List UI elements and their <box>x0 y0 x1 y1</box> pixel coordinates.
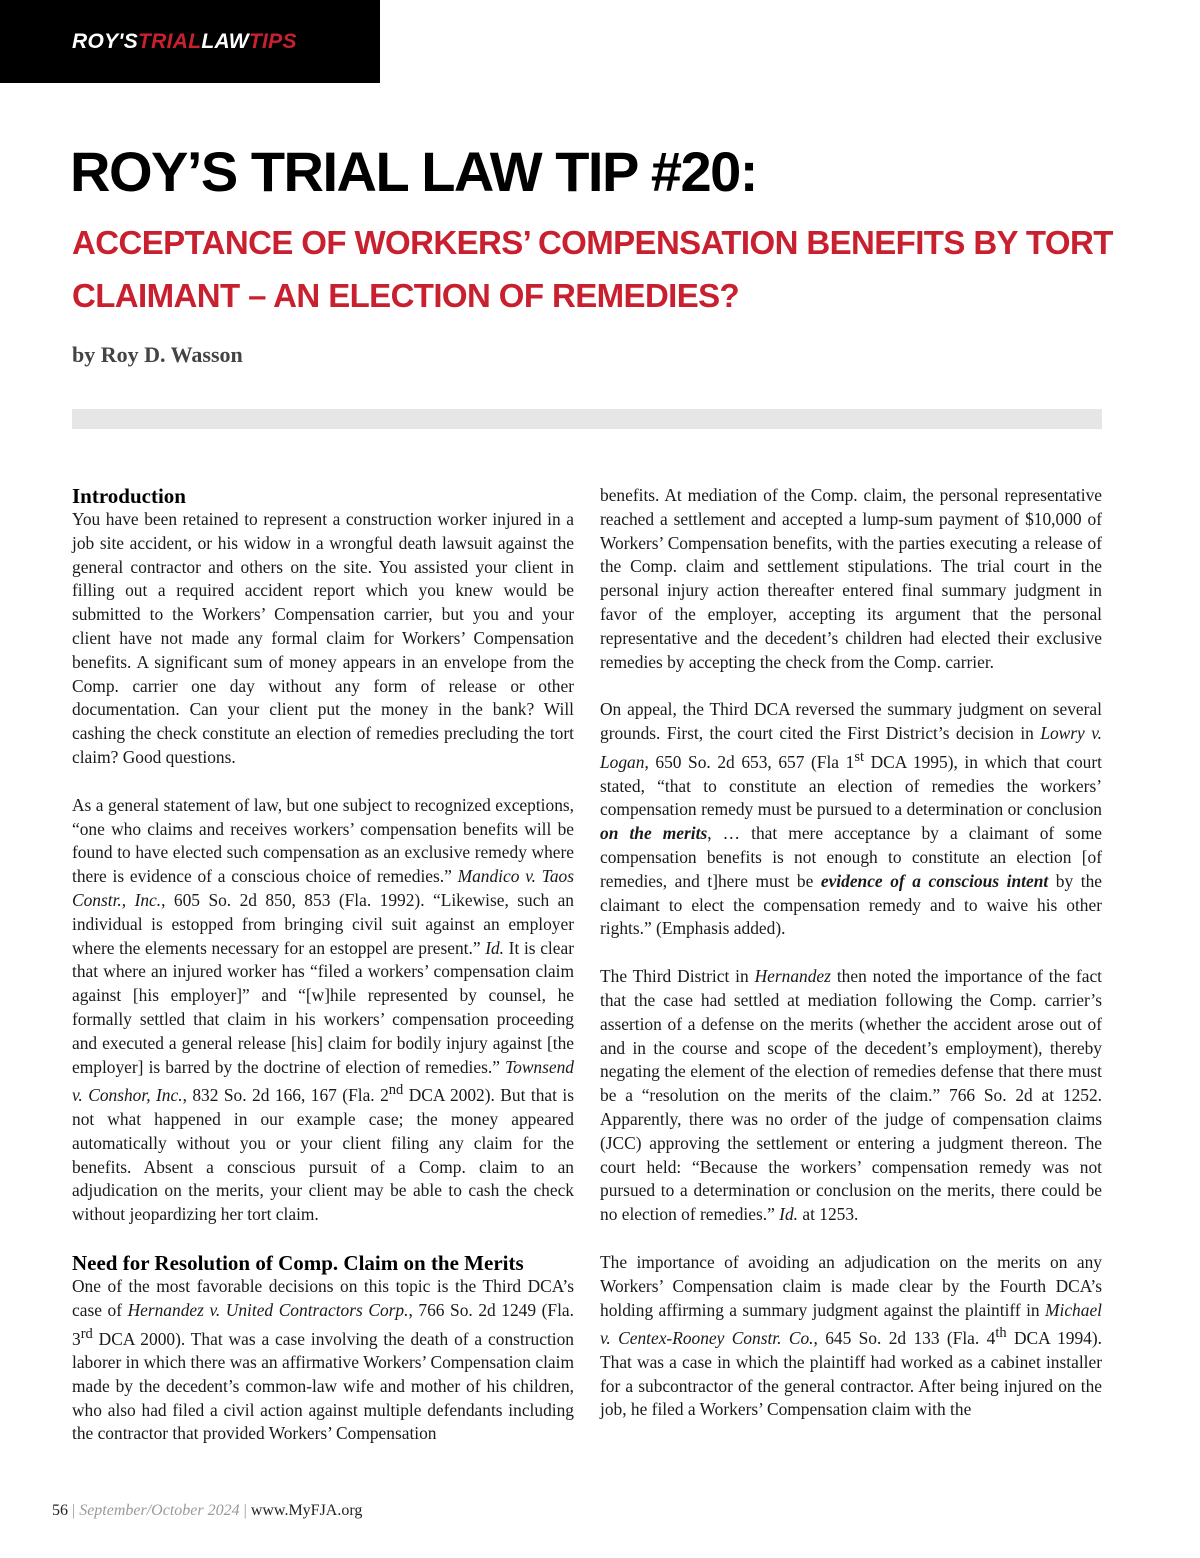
paragraph: You have been retained to represent a construction worker injured in a job site accident, or his widow in a wrongful death lawsuit against the general contractor and others on the site. You assisted your client in filling out a required accident report which you knew would be submitted to the Workers’ Compensation carrier, but you and your client have not made any formal claim for Workers’ Compensation benefits. A significant sum of money appears in an envelope from the Comp. carrier one day without any form of release or other documentation. Can your client put the money in the bank? Will cashing the check constitute an election of remedies precluding the tort claim? Good questions. <box>72 509 574 767</box>
author-byline: by Roy D. Wasson <box>72 342 243 367</box>
page-number: 56 <box>52 1502 68 1519</box>
issue-date: September/October 2024 <box>79 1502 240 1519</box>
case-citation: Hernandez <box>754 966 831 987</box>
paragraph: benefits. At mediation of the Comp. claim, the personal representative reached a settlement and accepted a lump-sum payment of $10,000 of Workers’ Compensation benefits, with the parties executing a release of the Comp. claim and settlement stipulations. The trial court in the personal injury action thereafter entered final summary judgment in favor of the employer, accepting its argument that the personal representative and the decedent’s children had elected their exclusive remedies by accepting the check from the Comp. carrier. <box>600 485 1102 672</box>
case-citation: Lowry v. Logan <box>600 723 1102 772</box>
case-citation: Townsend v. Conshor, Inc. <box>72 1056 574 1106</box>
paragraph: One of the most favorable decisions on this topic is the Third DCA’s case of Hernandez v. United Contractors Corp., 766 So. 2d 1249 (Fla. 3rd DCA 2000). That was a case involving the death of a construction laborer in which there was an affirmative Workers’ Compensation claim made by the decedent’s common-law wife and mother of his children, who also had filed a civil action against multiple defendants including the contractor that provided Workers’ Compensation <box>72 1275 575 1444</box>
page-footer: 56 | September/October 2024 | www.MyFJA.org <box>52 1502 363 1519</box>
emphasis: evidence of a conscious intent <box>820 870 1049 891</box>
paragraph: As a general statement of law, but one subject to recognized exceptions, “one who claims and receives workers’ compensation benefits will be found to have elected such compensation as an exclusive remedy where there is evidence of a conscious choice of remedies.” Mandico v. Taos Constr., Inc., 605 So. 2d 850, 853 (Fla. 1992). “Likewise, such an individual is estopped from bringing civil suit against an employer where the elements necessary for an estoppel are present.” Id. It is clear that where an injured worker has “filed a workers’ compensation claim against [his employer]” and “[w]hile represented by counsel, he formally settled that claim in his workers’ compensation proceeding and executed a general release [his] claim for bodily injury against [the employer] is barred by the doctrine of election of remedies.” Townsend v. Conshor, Inc., 832 So. 2d 166, 167 (Fla. 2nd DCA 2002). But that is not what happened in our example case; the money appeared automatically without you or your client filing any claim for the benefits. Absent a conscious pursuit of a Comp. claim to an adjudication on the merits, your client may be able to cash the check without jeopardizing her tort claim. <box>72 794 574 1225</box>
emphasis: on the merits <box>600 823 708 844</box>
divider-bar <box>72 409 1102 429</box>
banner-part-roys: ROY'S <box>72 30 139 53</box>
right-column <box>600 484 1102 1446</box>
banner-part-law: LAW <box>201 30 249 53</box>
section-banner <box>0 0 380 83</box>
case-citation: Michael v. Centex-Rooney Constr. Co. <box>600 1299 1102 1349</box>
website-link[interactable]: www.MyFJA.org <box>250 1502 363 1519</box>
case-citation: Mandico v. Taos Constr., Inc. <box>72 866 574 910</box>
banner-part-tips: TIPS <box>248 30 297 53</box>
case-citation: Hernandez v. United Contractors Corp. <box>127 1299 409 1320</box>
paragraph: The Third District in Hernandez then noted the importance of the fact that the case had settled at mediation following the Comp. carrier’s assertion of a defense on the merits (whether the accident arose out of and in the course and scope of the decedent’s employment), thereby negating the element of the election of remedies defense that there must be a “resolution on the merits of the claim.” 766 So. 2d at 1252. Apparently, there was no order of the judge of compensation claims (JCC) approving the settlement or entering a judgment thereon. The court held: “Because the workers’ compensation remedy was not pursued to a determination or conclusion on the merits, there could be no election of remedies.” Id. at 1253. <box>600 966 1102 1225</box>
case-citation: Id. <box>779 1204 798 1225</box>
case-citation: Id. <box>485 937 505 958</box>
section-heading-introduction: Introduction <box>72 484 186 508</box>
banner-title <box>72 30 297 54</box>
paragraph: On appeal, the Third DCA reversed the summary judgment on several grounds. First, the court cited the First District’s decision in Lowry v. Logan, 650 So. 2d 653, 657 (Fla 1st DCA 1995), in which that court stated, “that to constitute an election of remedies the workers’ compensation remedy must be pursued to a determination or conclusion on the merits, … that mere acceptance by a claimant of some compensation benefits is not enough to constitute an election [of remedies, and t]here must be evidence of a conscious intent by the claimant to elect the compensation remedy and to waive his other rights.” (Emphasis added). <box>600 699 1102 939</box>
section-heading-resolution: Need for Resolution of Comp. Claim on the Merits <box>72 1250 524 1275</box>
paragraph: The importance of avoiding an adjudication on the merits on any Workers’ Compensation claim is made clear by the Fourth DCA’s holding affirming a summary judgment against the plaintiff in Michael v. Centex-Rooney Constr. Co., 645 So. 2d 133 (Fla. 4th DCA 1994). That was a case in which the plaintiff had worked as a cabinet installer for a subcontractor of the general contractor. After being injured on the job, he filed a Workers’ Compensation claim with the <box>600 1251 1102 1420</box>
banner-part-trial: TRIAL <box>138 30 202 53</box>
article-title: ROY’S TRIAL LAW TIP #20: <box>70 140 757 203</box>
left-column <box>72 484 574 1470</box>
article-subtitle: ACCEPTANCE OF WORKERS’ COMPENSATION BENEFITS BY TORT CLAIMANT – AN ELECTION OF REMEDIES? <box>72 224 1113 314</box>
